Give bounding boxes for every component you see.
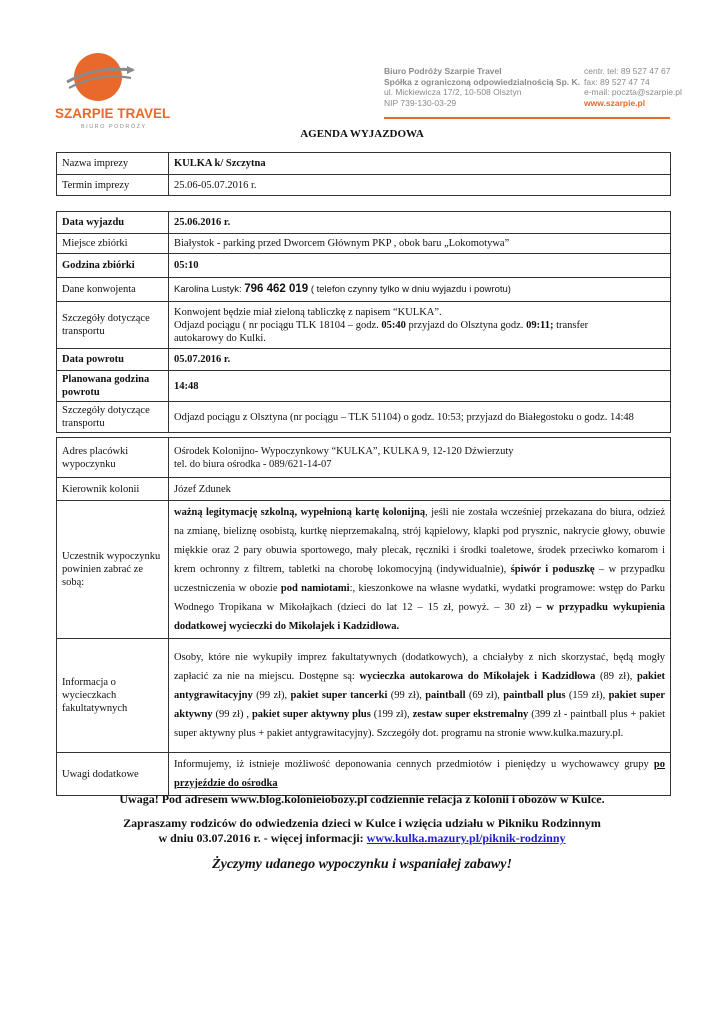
meeting-time-label: Godzina zbiórki xyxy=(57,254,169,278)
escort-note: ( telefon czynny tylko w dniu wyjazdu i powrotu) xyxy=(310,284,511,295)
dep-date-label: Data wyjazdu xyxy=(57,212,169,234)
meeting-place-value: Białystok - parking przed Dworcem Głównym PKP , obok baru „Lokomotywa” xyxy=(169,234,671,254)
table-row xyxy=(57,234,671,254)
picnic-link[interactable]: www.kulka.mazury.pl/piknik-rodzinny xyxy=(366,831,566,845)
table-row xyxy=(57,153,671,175)
table-row xyxy=(57,349,671,371)
contact-email: e-mail: poczta@szarpie.pl xyxy=(584,87,682,97)
table-row xyxy=(57,753,671,796)
table-row xyxy=(57,438,671,478)
picnic-info: w dniu 03.07.2016 r. - więcej informacji: www.kulka.mazury.pl/piknik-rodzinny xyxy=(158,831,566,845)
return-date-value: 05.07.2016 r. xyxy=(169,349,671,371)
table-row xyxy=(57,501,671,639)
camp-table xyxy=(56,437,671,796)
return-time-value: 14:48 xyxy=(169,371,671,402)
info-label: Informacja o wycieczkach fakultatywnych xyxy=(57,639,169,753)
company-logo xyxy=(55,52,171,132)
blog-notice: Uwaga! Pod adresem www.blog.kolonieiobozy.pl codziennie relacja z kolonii i obozów w Kulce. xyxy=(119,792,605,806)
leader-label: Kierownik kolonii xyxy=(57,478,169,501)
table-row xyxy=(57,254,671,278)
table-row xyxy=(57,402,671,433)
address-value xyxy=(169,438,671,478)
meeting-place-label: Miejsce zbiórki xyxy=(57,234,169,254)
table-row xyxy=(57,278,671,302)
company-info xyxy=(384,66,580,108)
address-line-1: Ośrodek Kolonijno- Wypoczynkowy “KULKA”, KULKA 9, 12-120 Dźwierzuty xyxy=(174,445,514,457)
transport-value xyxy=(169,302,671,349)
event-name-label: Nazwa imprezy xyxy=(57,153,169,175)
bring-label: Uczestnik wypoczynku powinien zabrać ze sobą: xyxy=(57,501,169,639)
info-value: Osoby, które nie wykupiły imprez fakultatywnych (dodatkowych), a chciałyby z nich skorzystać, będą mogły zapłacić za nie na miejscu. Dostępne są: wycieczka autokarowa do Mikołajek i Kadzidłowa (89 zł), pakiet antygrawitacyjny (99 zł), pakiet super tancerki (99 zł), paintball (69 zł), paintball plus (159 zł), pakiet super aktywny (99 zł) , pakiet super aktywny plus (199 zł), zestaw super ekstremalny (399 zł - paintball plus + pakiet super aktywny plus + pakiet antygrawitacyjny). Szczegóły dot. programu na stronie www.kulka.mazury.pl. xyxy=(169,639,671,753)
notes-label: Uwagi dodatkowe xyxy=(57,753,169,796)
escort-phone: 796 462 019 xyxy=(244,283,309,295)
event-term-label: Termin imprezy xyxy=(57,175,169,196)
page-title: AGENDA WYJAZDOWA xyxy=(300,128,424,140)
meeting-time-value: 05:10 xyxy=(169,254,671,278)
escort-label: Dane konwojenta xyxy=(57,278,169,302)
contact-info xyxy=(584,66,682,108)
logo-globe-icon xyxy=(55,52,171,132)
logo-subtext: BIURO PODRÓŻY xyxy=(81,124,147,130)
leader-value: Józef Zdunek xyxy=(169,478,671,501)
table-row xyxy=(57,302,671,349)
logo-text: SZARPIE TRAVEL xyxy=(55,106,171,121)
trip-table xyxy=(56,211,671,433)
table-row xyxy=(57,371,671,402)
contact-website: www.szarpie.pl xyxy=(584,97,646,108)
company-address: ul. Mickiewicza 17/2, 10-508 Olsztyn xyxy=(384,87,522,97)
event-term-value: 25.06-05.07.2016 r. xyxy=(169,175,671,196)
table-row xyxy=(57,639,671,753)
event-table xyxy=(56,152,671,196)
transport-label: Szczegóły dotyczące transportu xyxy=(57,302,169,349)
address-line-2: tel. do biura ośrodka - 089/621-14-07 xyxy=(174,458,332,470)
return-transport-value: Odjazd pociągu z Olsztyna (nr pociągu – TLK 51104) o godz. 10:53; przyjazd do Białegostoku o godz. 14:48 xyxy=(169,402,671,433)
transport-line-1: Konwojent będzie miał zieloną tabliczkę z napisem “KULKA”. xyxy=(174,306,442,318)
table-row xyxy=(57,212,671,234)
table-row xyxy=(57,175,671,196)
table-row xyxy=(57,478,671,501)
picnic-invitation: Zapraszamy rodziców do odwiedzenia dzieci w Kulce i wzięcia udziału w Pikniku Rodzinnym xyxy=(123,816,601,830)
contact-phone: centr. tel: 89 527 47 67 xyxy=(584,66,671,76)
escort-name: Karolina Lustyk: xyxy=(174,284,242,295)
escort-value xyxy=(169,278,671,302)
company-name: Biuro Podróży Szarpie Travel xyxy=(384,66,502,76)
return-transport-label: Szczegóły dotyczące transportu xyxy=(57,402,169,433)
bring-value: ważną legitymację szkolną, wypełnioną kartę kolonijną, jeśli nie została wcześniej przekazana do biura, odzież na zmianę, bieliznę osobistą, kurtkę nieprzemakalną, strój kąpielowy, klapki pod prysznic, nakrycie głowy, obuwie miękkie oraz 2 pary obuwia sportowego, mały plecak, ręczniki i środki toaletowe, środek przeciwko komarom i krem ochronny z filtrem, tabletki na chorobę lokomocyjną (indywidualnie), śpiwór i poduszkę – w przypadku uczestniczenia w obozie pod namiotami:, kieszonkowe na własne wydatki, wydatki programowe: wstęp do Parku Wodnego Tropikana w Mikołajkach (dzieci do lat 12 – 15 zł, powyż. – 30 zł) – w przypadku wykupienia dodatkowej wycieczki do Mikołajek i Kadzidłowa. xyxy=(169,501,671,639)
event-name-value: KULKA k/ Szczytna xyxy=(169,153,671,175)
address-label: Adres placówki wypoczynku xyxy=(57,438,169,478)
return-date-label: Data powrotu xyxy=(57,349,169,371)
contact-fax: fax: 89 527 47 74 xyxy=(584,76,650,87)
transport-line-2: Odjazd pociągu ( nr pociągu TLK 18104 – godz. 05:40 przyjazd do Olsztyna godz. 09:11; transfer xyxy=(174,319,589,331)
header-divider xyxy=(384,117,670,119)
company-nip: NIP 739-130-03-29 xyxy=(384,97,457,108)
transport-line-3: autokarowy do Kulki. xyxy=(174,332,266,344)
notes-value: Informujemy, iż istnieje możliwość deponowania cennych przedmiotów i pieniędzy u wychowawcy grupy po przyjeździe do ośrodka xyxy=(169,753,671,796)
dep-date-value: 25.06.2016 r. xyxy=(169,212,671,234)
company-type: Spółka z ograniczoną odpowiedzialnością Sp. K. xyxy=(384,76,581,87)
return-time-label: Planowana godzina powrotu xyxy=(57,371,169,402)
closing-wish: Życzymy udanego wypoczynku i wspaniałej zabawy! xyxy=(212,857,512,872)
